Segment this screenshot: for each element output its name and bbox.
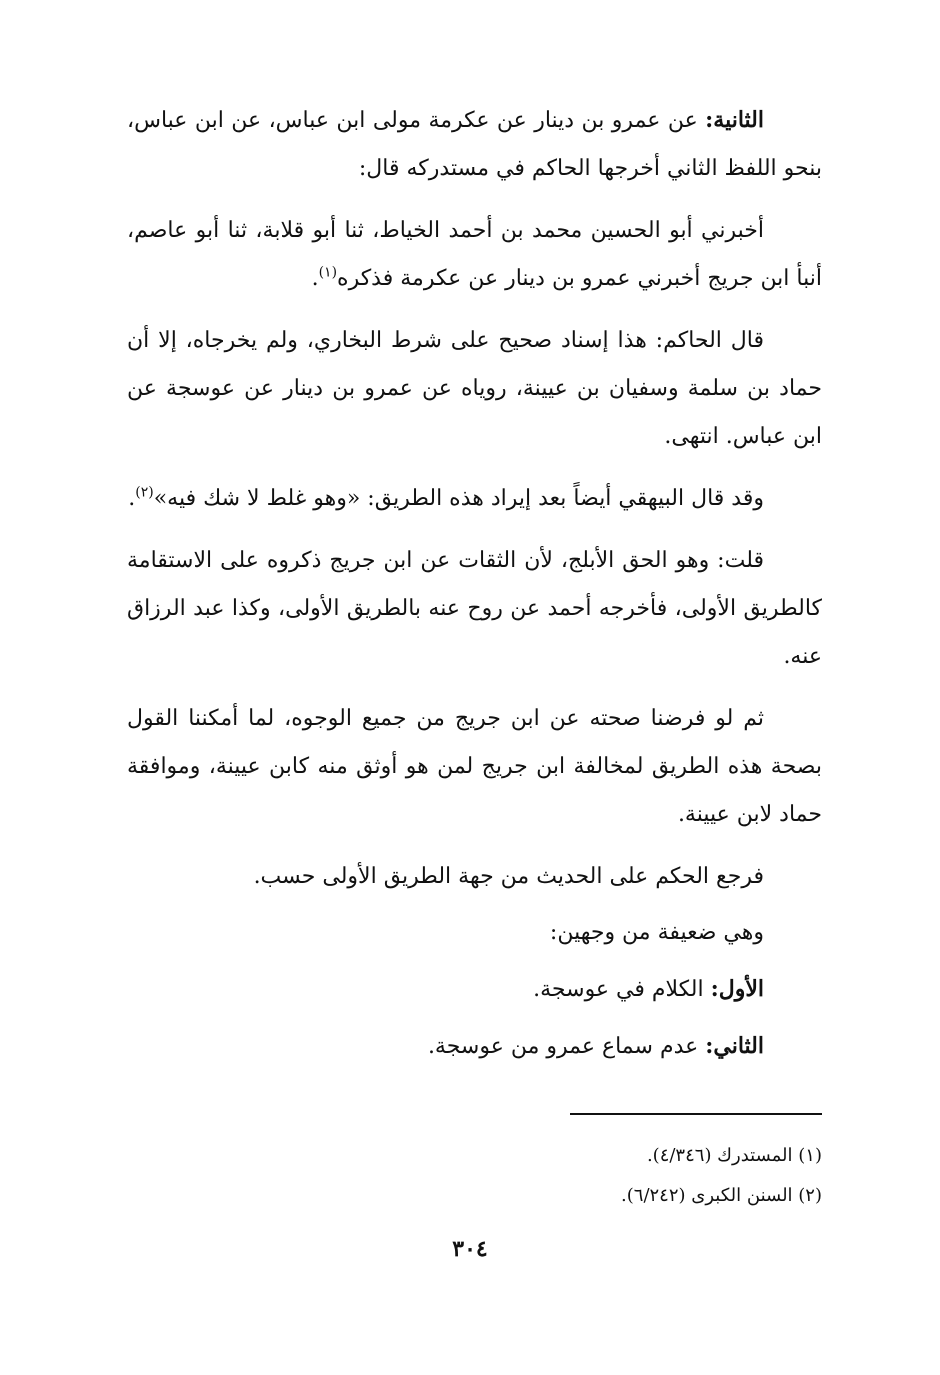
main-text [127,96,822,1079]
paragraph-2-text: أخبرني أبو الحسين محمد بن أحمد الخياط، ثنا أبو قلابة، ثنا أبو عاصم، أنبأ ابن جريج أخبرني عمرو بن دينار عن عكرمة فذكره [127,218,822,291]
short-line-3 [127,965,764,1014]
footnote-1: (١) المستدرك (٤/٣٤٦). [646,1145,822,1166]
paragraph-5 [127,537,822,681]
short-line-1 [127,853,764,901]
footnote-ref-2[interactable]: (٢) [135,484,154,501]
paragraph-2 [127,207,822,303]
paragraph-4-text: وقد قال البيهقي أيضاً بعد إيراد هذه الطريق: «وهو غلط لا شك فيه» [153,486,764,511]
paragraph-5-text: قلت: وهو الحق الأبلج، لأن الثقات عن ابن جريج ذكروه على الاستقامة كالطريق الأولى، فأخرجه أحمد عن روح عنه بالطريق الأولى، وكذا عبد الرزاق عنه. [127,548,822,669]
short-line-2 [127,909,764,957]
footnote-separator [570,1113,822,1115]
short-line-4-lead: الثاني: [705,1033,764,1059]
paragraph-1 [127,96,822,193]
page-number: ٣٠٤ [452,1236,488,1262]
short-line-1-text: فرجع الحكم على الحديث من جهة الطريق الأولى حسب. [253,864,764,889]
short-line-2-text: وهي ضعيفة من وجهين: [549,920,764,945]
short-line-4-text: عدم سماع عمرو من عوسجة. [427,1034,706,1059]
paragraph-1-text: عن عمرو بن دينار عن عكرمة مولى ابن عباس، عن ابن عباس، بنحو اللفظ الثاني أخرجها الحاكم في مستدركه قال: [127,108,822,181]
footnote-2: (٢) السنن الكبرى (٦/٢٤٢). [621,1185,822,1206]
short-line-4 [127,1022,764,1071]
paragraph-4 [127,475,822,523]
short-line-3-lead: الأول: [710,976,764,1002]
paragraph-6 [127,695,822,839]
paragraph-3 [127,317,822,461]
paragraph-1-lead: الثانية: [705,107,764,133]
short-line-3-text: الكلام في عوسجة. [533,977,711,1002]
paragraph-4-tail: . [128,486,136,511]
paragraph-6-text: ثم لو فرضنا صحته عن ابن جريج من جميع الوجوه، لما أمكننا القول بصحة هذه الطريق لمخالفة ابن جريج لمن هو أوثق منه كابن عيينة، وموافقة حماد لابن عيينة. [127,706,822,827]
footnotes [300,1136,822,1216]
paragraph-3-text: قال الحاكم: هذا إسناد صحيح على شرط البخاري، ولم يخرجاه، إلا أن حماد بن سلمة وسفيان بن عيينة، روياه عن عمرو بن دينار عن عوسجة عن ابن عباس. انتهى. [127,328,822,449]
footnote-ref-1[interactable]: (١) [318,264,338,281]
paragraph-2-tail: . [311,266,319,291]
